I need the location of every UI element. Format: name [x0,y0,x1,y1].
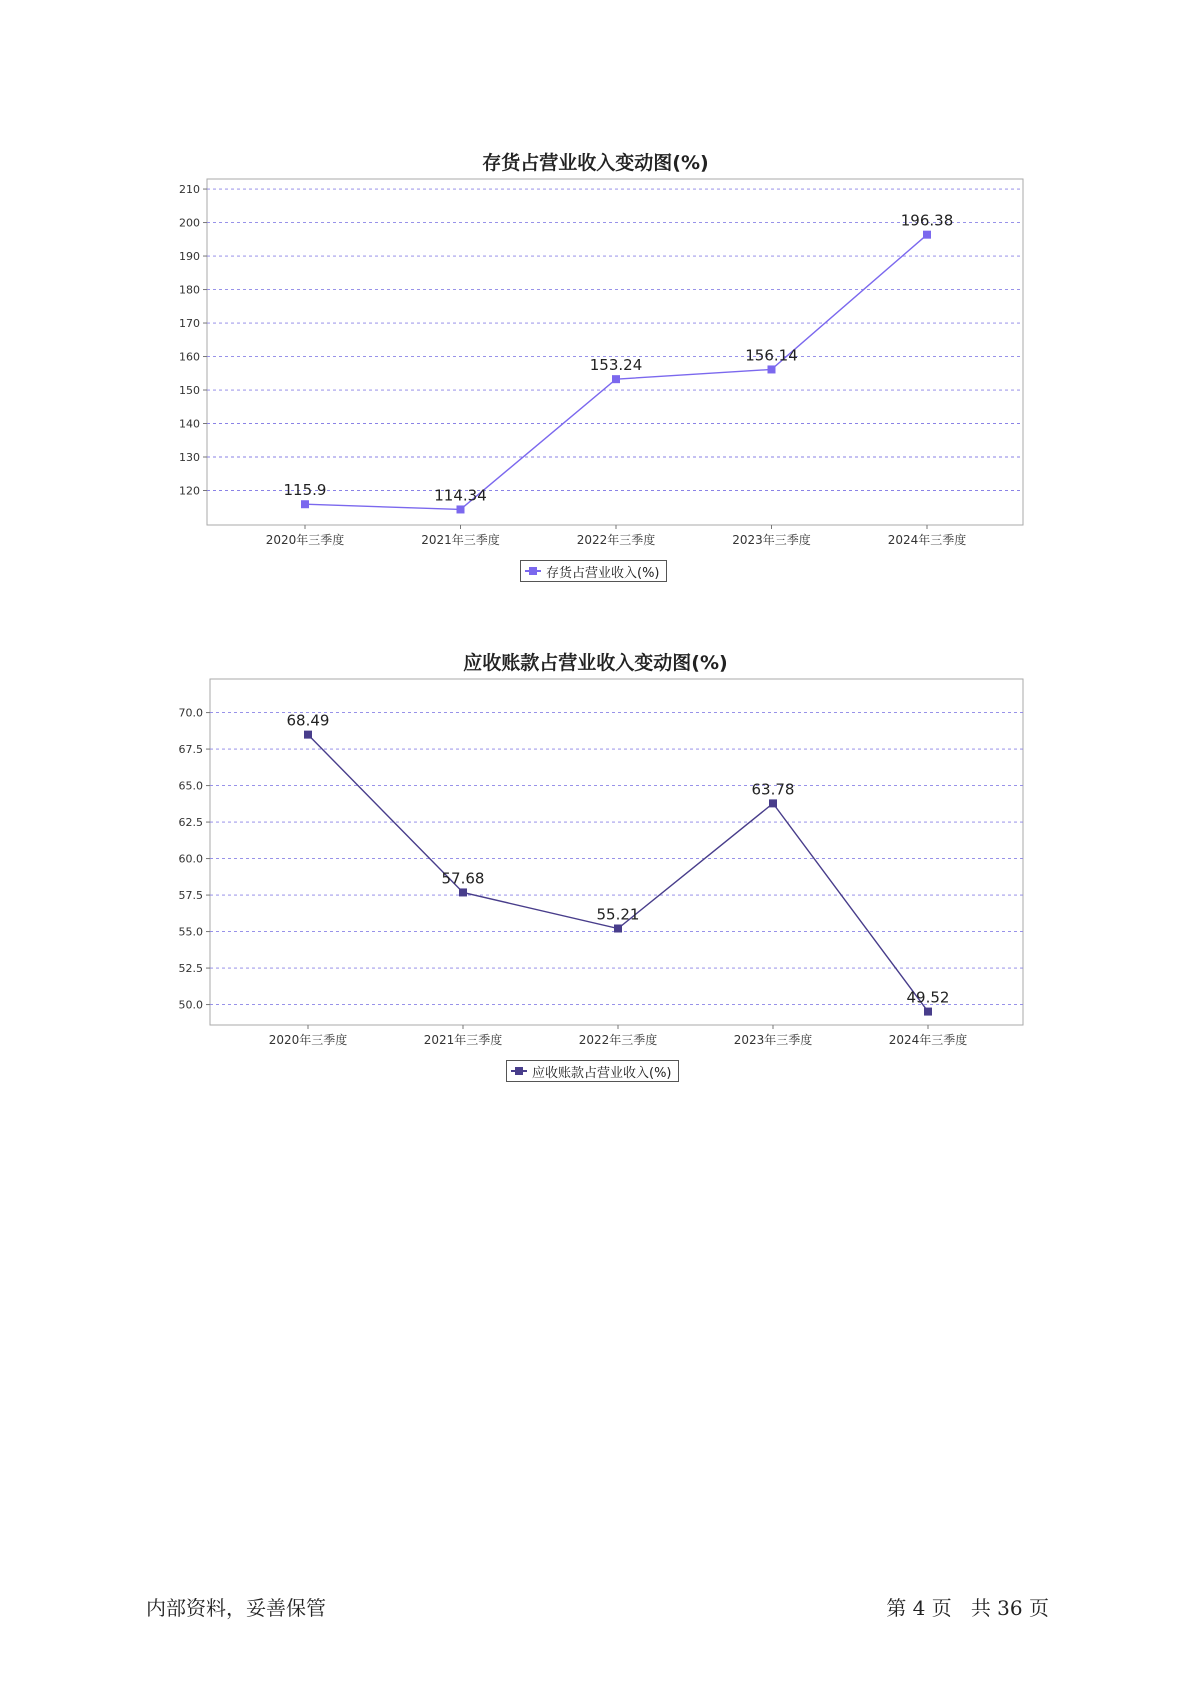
y-tick-label: 55.0 [178,925,203,939]
y-tick-label: 62.5 [178,816,203,830]
data-label: 156.14 [745,346,798,365]
data-point [769,799,777,807]
y-tick-label: 50.0 [178,998,203,1012]
legend-label: 存货占营业收入(%) [546,565,660,581]
x-tick-label: 2021年三季度 [421,533,500,547]
chart-legend [506,1060,679,1082]
y-tick-label: 200 [179,216,200,230]
y-tick-label: 140 [179,417,200,431]
data-label: 68.49 [286,711,330,730]
y-tick-label: 210 [179,183,200,197]
x-tick-label: 2022年三季度 [578,1033,658,1047]
data-label: 196.38 [900,211,954,230]
data-label: 115.9 [283,481,327,500]
y-tick-label: 70.0 [178,706,203,720]
x-tick-label: 2023年三季度 [732,533,811,547]
data-point [304,731,312,739]
data-label: 63.78 [751,780,795,799]
footer-page-number: 第 4 页 共 36 页 [886,1596,1049,1620]
y-tick-label: 65.0 [178,779,203,793]
chart-title: 存货占营业收入变动图(%) [482,152,709,174]
y-tick-label: 52.5 [178,962,203,976]
x-tick-label: 2020年三季度 [265,533,345,547]
data-point [924,1008,932,1016]
y-tick-label: 160 [179,350,200,364]
x-tick-label: 2024年三季度 [887,533,967,547]
y-tick-label: 130 [179,451,200,465]
chart-title: 应收账款占营业收入变动图(%) [463,652,728,674]
y-tick-label: 150 [179,384,200,398]
footer-confidential-note: 内部资料，妥善保管 [146,1596,326,1620]
plot-area [210,679,1023,1025]
data-label: 114.34 [434,486,487,505]
y-tick-label: 57.5 [178,889,203,903]
x-tick-label: 2021年三季度 [423,1033,503,1047]
y-tick-label: 190 [179,250,200,264]
data-label: 153.24 [589,356,643,375]
y-tick-label: 120 [179,484,200,498]
y-tick-label: 60.0 [178,852,203,866]
data-label: 57.68 [441,869,485,888]
data-point [614,924,622,932]
x-tick-label: 2023年三季度 [733,1033,813,1047]
y-tick-label: 180 [179,283,200,297]
y-tick-label: 67.5 [178,743,203,757]
y-tick-label: 170 [179,317,200,331]
legend-marker-icon [511,1065,527,1077]
legend-label: 应收账款占营业收入(%) [532,1065,672,1081]
x-tick-label: 2022年三季度 [576,533,656,547]
x-tick-label: 2020年三季度 [268,1033,348,1047]
data-label: 49.52 [906,988,950,1007]
data-point [459,888,467,896]
data-label: 55.21 [596,905,640,924]
x-tick-label: 2024年三季度 [888,1033,968,1047]
